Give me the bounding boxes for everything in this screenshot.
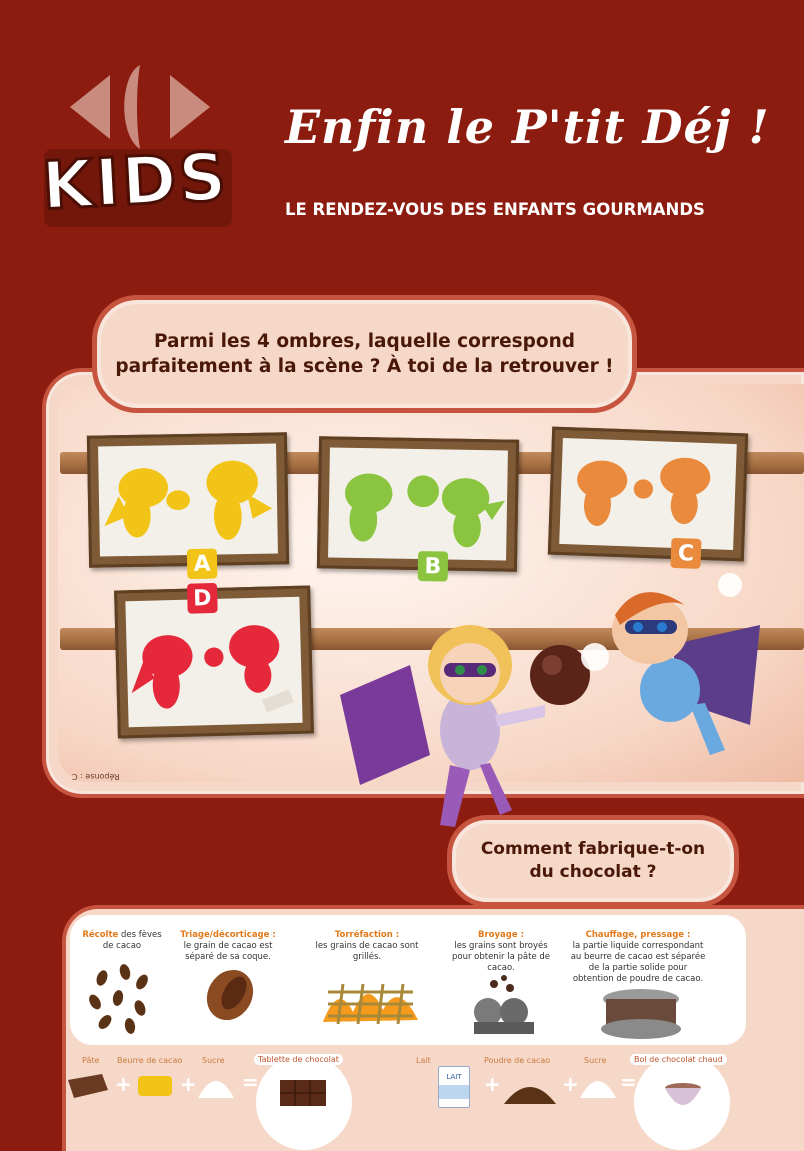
press-machine-icon [598, 985, 684, 1041]
cocoa-pod-icon [198, 965, 262, 1025]
carrefour-kids-logo [40, 45, 240, 235]
hot-chocolate-bowl-icon [662, 1078, 704, 1110]
silhouette-b-icon [328, 447, 508, 560]
chocolate-question: Comment fabrique-t-on du chocolat ? [480, 839, 706, 882]
result-hot-chocolate-label: Bol de chocolat chaud [630, 1054, 727, 1065]
step-grinding: Broyage : les grains sont broyés pour obtenir la pâte de cacao. [451, 930, 551, 973]
plus-sign: + [115, 1072, 132, 1096]
option-letter-d: D [187, 583, 218, 614]
ingredient-butter-label: Beurre de cacao [117, 1056, 183, 1065]
step-roasting: Torréfaction : les grains de cacao sont grillés. [315, 930, 419, 962]
carrefour-logo-icon [70, 75, 110, 139]
cocoa-butter-icon [134, 1070, 176, 1100]
page-subtitle: LE RENDEZ-VOUS DES ENFANTS GOURMANDS [285, 200, 705, 219]
plus-sign: + [562, 1072, 579, 1096]
silhouette-a-icon [98, 443, 278, 556]
superhero-illustration [320, 555, 780, 855]
milk-carton-icon [438, 1066, 470, 1108]
ingredient-sugar-label: Sucre [202, 1056, 225, 1065]
step-sorting: Triage/décorticage : le grain de cacao est séparé de sa coque. [180, 930, 276, 962]
ingredient-sugar-label-2: Sucre [584, 1056, 607, 1065]
cocoa-powder-icon [500, 1072, 560, 1108]
step-harvest: Récolte des fèves de cacao [82, 930, 162, 951]
game-question: Parmi les 4 ombres, laquelle correspond parfaitement à la scène ? À toi de la retrouver ! [115, 331, 614, 377]
step-pressing: Chauffage, pressage : la partie liquide correspondant au beurre de cacao est séparée de la partie solide pour obtention de poudre de cacao. [570, 930, 706, 984]
kids-logo-text: KIDS [40, 138, 230, 225]
page-title: Enfin le P'tit Déj ! [285, 100, 770, 154]
equals-sign: = [620, 1070, 637, 1094]
plus-sign: + [180, 1072, 197, 1096]
chocolate-bar-icon [276, 1076, 330, 1110]
girl-hero-icon [340, 625, 545, 827]
sugar-icon [194, 1068, 238, 1102]
option-letter-c: C [670, 538, 701, 569]
answer-text: Réponse : C [72, 772, 120, 781]
shadow-card-b[interactable] [317, 436, 519, 579]
shadow-card-d[interactable] [114, 585, 314, 738]
shadow-card-a[interactable] [87, 432, 289, 577]
silhouette-c-icon [559, 438, 737, 550]
chocolate-ball-icon [530, 645, 590, 705]
ingredient-paste-label: Pâte [82, 1056, 100, 1065]
shadow-card-c[interactable] [548, 427, 748, 567]
ingredient-milk-label: Lait [416, 1056, 431, 1065]
chocolate-question-bubble [447, 815, 739, 907]
silhouette-d-icon [125, 597, 302, 728]
milk-carton-label: LAIT [446, 1073, 462, 1081]
ingredient-cocoa-powder-label: Poudre de cacao [484, 1056, 551, 1065]
cocoa-paste-icon [64, 1070, 110, 1100]
equals-sign: = [242, 1070, 259, 1094]
question-bubble [92, 295, 637, 413]
cocoa-beans-icon [80, 960, 160, 1036]
option-letter-b: B [418, 551, 449, 582]
grinder-icon [464, 972, 544, 1036]
result-chocolate-bar-label: Tablette de chocolat [254, 1054, 343, 1065]
plus-sign: + [484, 1072, 501, 1096]
boy-hero-icon [581, 573, 760, 755]
roasting-grill-icon [318, 972, 428, 1028]
option-letter-a: A [187, 549, 218, 580]
sugar-icon-2 [576, 1068, 620, 1102]
